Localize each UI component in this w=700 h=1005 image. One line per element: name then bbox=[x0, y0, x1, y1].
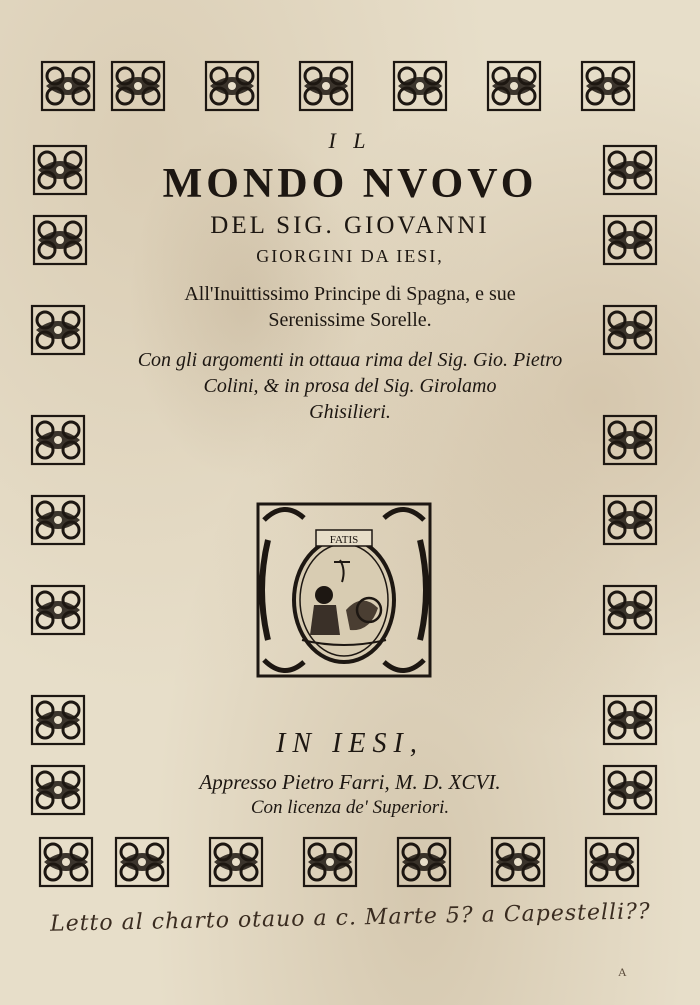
imprint-printer: Appresso Pietro Farri, M. D. XCVI. bbox=[199, 770, 501, 794]
main-title: MONDO NVOVO bbox=[162, 161, 538, 207]
arguments-line: Ghisilieri. bbox=[309, 401, 391, 423]
dedication-line: Serenissime Sorelle. bbox=[268, 309, 432, 331]
emblem-motto: FATIS bbox=[329, 534, 359, 546]
arguments bbox=[95, 347, 605, 425]
printer-device-icon bbox=[254, 500, 434, 680]
imprint bbox=[95, 728, 605, 819]
author-line-1: DEL SIG. GIOVANNI bbox=[210, 212, 490, 239]
author-line-2: GIORGINI DA IESI, bbox=[256, 246, 444, 266]
imprint-place: IN IESI, bbox=[276, 728, 424, 759]
dedication bbox=[95, 281, 605, 333]
arguments-line: Colini, & in prosa del Sig. Girolamo bbox=[203, 375, 497, 397]
corner-mark: A bbox=[618, 965, 627, 979]
manuscript-note: Letto al charto otauo a c. Marte 5? a Capestelli?? bbox=[49, 899, 651, 937]
title-block bbox=[95, 128, 605, 425]
arguments-line: Con gli argomenti in ottaua rima del Sig. Gio. Pietro bbox=[137, 349, 563, 371]
title-article: I L bbox=[328, 128, 372, 153]
dedication-line: All'Inuittissimo Principe di Spagna, e sue bbox=[184, 283, 516, 305]
imprint-licence: Con licenza de' Superiori. bbox=[250, 797, 450, 818]
